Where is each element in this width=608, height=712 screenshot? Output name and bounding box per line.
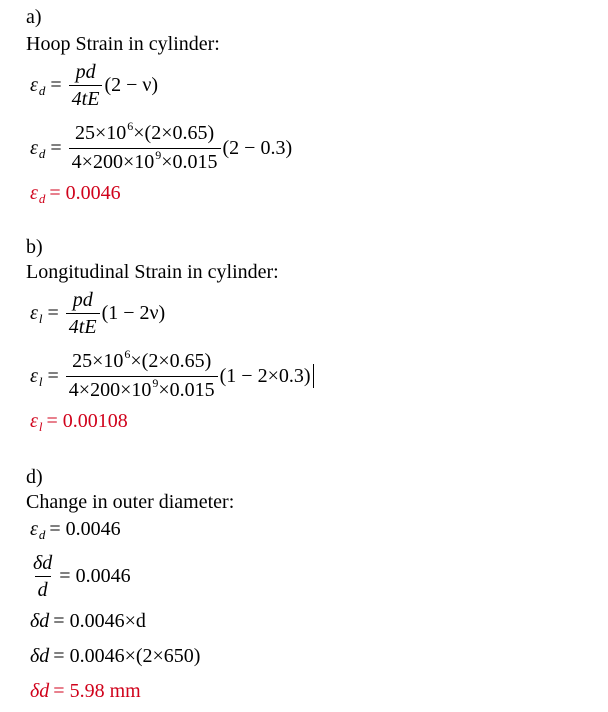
diameter-ratio-line: $\frac{\delta d}{d}$ = 0.0046 <box>33 551 131 601</box>
part-b-heading: Longitudinal Strain in cylinder: <box>26 261 279 283</box>
part-d-heading: Change in outer diameter: <box>26 491 235 513</box>
fraction-denominator: 4tE <box>69 85 103 111</box>
hoop-strain-formula: ε d = $\frac{pd}{4tE}$ (2 − ν) <box>30 60 159 110</box>
epsilon-subscript: d <box>38 83 46 98</box>
formula-paren: (2 − ν) <box>104 73 159 96</box>
diameter-change-expression: δd = 0.0046×d <box>30 609 146 632</box>
result-value: = 0.0046 <box>49 181 121 204</box>
diameter-change-result: δd = 5.98 mm <box>30 679 141 702</box>
epsilon-symbol: ε <box>30 73 38 96</box>
longitudinal-strain-formula: ε l = $\frac{pd}{4tE}$ (1 − 2ν) <box>30 288 166 338</box>
substitution-denominator: $4\times 200\times 10^9\times 0.015$ <box>69 148 221 176</box>
substitution-paren: (2 − 0.3) <box>222 136 293 159</box>
substitution-fraction <box>69 118 221 176</box>
part-a-heading: Hoop Strain in cylinder: <box>26 33 220 55</box>
substitution-numerator: $25\times 10^6\times(2\times 0.65)$ <box>75 118 215 144</box>
part-d-label: d) <box>26 466 43 488</box>
hoop-strain-result: ε d = 0.0046 <box>30 181 121 206</box>
text-cursor <box>313 364 314 388</box>
fraction-numerator: pd <box>75 60 96 83</box>
longitudinal-strain-substitution: ε l = $\frac{25\times 10^6\times(2\times 0.65)}{4\times 200\times 10^9\times 0.015}$ (1 − 2×0.3) <box>30 350 314 402</box>
diameter-strain-line: ε d = 0.0046 <box>30 517 121 542</box>
diameter-change-substitution: δd = 0.0046×(2×650) <box>30 644 201 667</box>
longitudinal-strain-result: ε l = 0.00108 <box>30 409 128 434</box>
formula-fraction <box>69 60 103 111</box>
part-a-label: a) <box>26 6 42 28</box>
part-b-label: b) <box>26 236 43 258</box>
hoop-strain-substitution: ε d = $\frac{25\times 10^6\times(2\times 0.65)}{4\times 200\times 10^9\times 0.015}$ (2 − 0.3) <box>30 122 292 174</box>
